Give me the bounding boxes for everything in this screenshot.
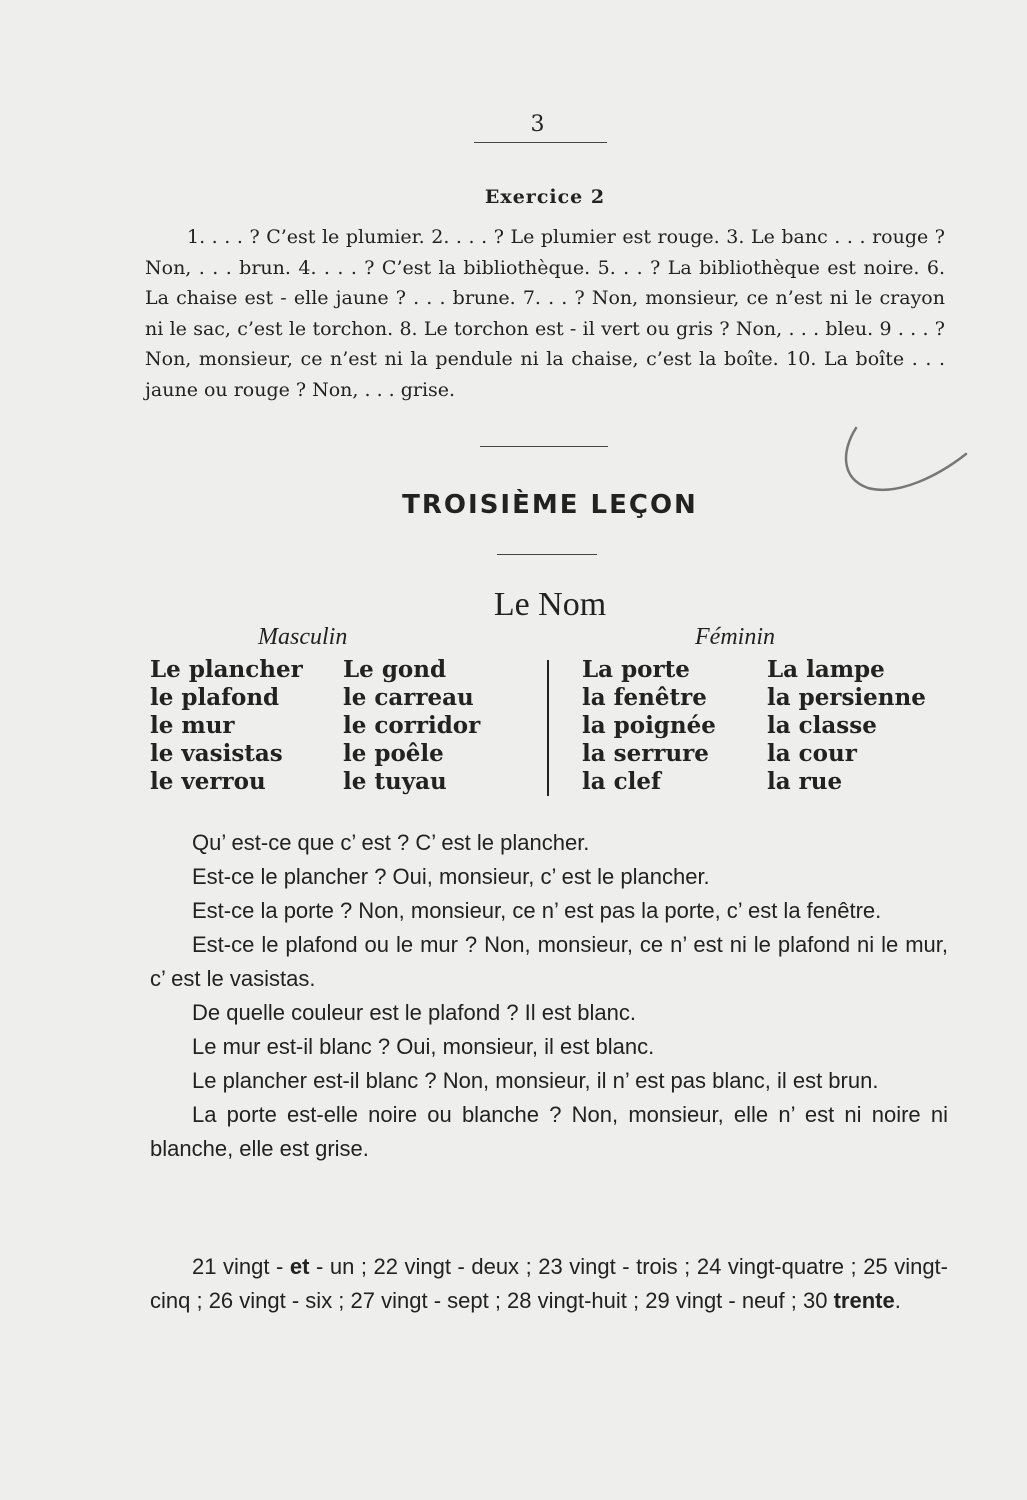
vocab-word: la rue — [767, 768, 843, 795]
numbers-part: 21 vingt - — [192, 1254, 290, 1279]
numbers-part: . — [894, 1288, 901, 1313]
numbers-trente: trente — [833, 1288, 895, 1313]
vocab-word: le poêle — [343, 740, 444, 767]
dialogue-line: Le plancher est-il blanc ? Non, monsieur, il n’ est pas blanc, il est brun. — [192, 1068, 879, 1093]
lesson-title: TROISIÈME LEÇON — [402, 490, 698, 520]
vocab-word: La lampe — [767, 656, 885, 683]
vocab-word: Le plancher — [150, 656, 303, 683]
numbers-paragraph — [150, 1250, 948, 1318]
page-number: 3 — [530, 112, 545, 137]
vocab-word: le verrou — [150, 768, 266, 795]
pencil-check-mark — [838, 420, 973, 500]
vocab-word: la serrure — [582, 740, 709, 767]
dialogue — [150, 826, 948, 1166]
exercise-title: Exercice 2 — [484, 186, 606, 208]
vocab-word: le carreau — [343, 684, 474, 711]
feminin-column-1 — [582, 656, 716, 796]
dialogue-line: La porte est-elle noire ou blanche ? Non, monsieur, elle n’ est ni noire ni blanche, elle est grise. — [150, 1102, 948, 1161]
dialogue-line: Est-ce le plafond ou le mur ? Non, monsieur, ce n’ est ni le plafond ni le mur, c’ est le vasistas. — [150, 932, 948, 991]
exercise-paragraph: 1. . . . ? C’est le plumier. 2. . . . ? Le plumier est rouge. 3. Le banc . . . rouge ? Non, . . . brun. 4. . . . ? C’est la bibliothèque. 5. . . ? La bibliothèque est noire. 6. La chaise est - elle jaune ? . . . brune. 7. . . ? Non, monsieur, ce n’est ni le crayon ni le sac, c’est le torchon. 8. Le torchon est - il vert ou gris ? Non, . . . bleu. 9 . . . ? Non, monsieur, ce n’est ni la pendule ni la chaise, c’est la boîte. 10. La boîte . . . jaune ou rouge ? Non, . . . grise. — [145, 226, 945, 401]
header-rule — [474, 142, 607, 143]
exercise-text — [145, 222, 945, 405]
dialogue-line: Qu’ est-ce que c’ est ? C’ est le plancher. — [192, 830, 590, 855]
dialogue-line: Est-ce la porte ? Non, monsieur, ce n’ est pas la porte, c’ est la fenêtre. — [192, 898, 882, 923]
vocab-word: le plafond — [150, 684, 280, 711]
lesson-rule — [497, 554, 597, 555]
vocab-word: la persienne — [767, 684, 926, 711]
feminin-column-2 — [767, 656, 926, 796]
masculin-column-2 — [343, 656, 480, 796]
vocab-word: le corridor — [343, 712, 481, 739]
numbers-part: - un ; 22 vingt - deux ; 23 vingt - trois ; 24 vingt-quatre ; 25 vingt-cinq ; 26 vingt - six ; 27 vingt - sept ; 28 vingt-huit ; 29 vingt - neuf ; 30 — [150, 1254, 948, 1313]
masculin-column-1 — [150, 656, 303, 796]
vocab-word: Le gond — [343, 656, 447, 683]
vocab-word: la cour — [767, 740, 857, 767]
vocab-word: le mur — [150, 712, 235, 739]
numbers-et: et — [289, 1254, 310, 1279]
numbers-text — [150, 1250, 948, 1318]
subject-title: Le Nom — [493, 586, 607, 623]
vocab-word: La porte — [582, 656, 690, 683]
vocab-word: la fenêtre — [582, 684, 707, 711]
masculin-heading: Masculin — [258, 624, 348, 650]
dialogue-line: Est-ce le plancher ? Oui, monsieur, c’ est le plancher. — [192, 864, 710, 889]
column-divider — [547, 660, 549, 796]
vocab-word: la classe — [767, 712, 877, 739]
vocab-word: la poignée — [582, 712, 716, 739]
section-rule — [480, 446, 608, 447]
dialogue-line: Le mur est-il blanc ? Oui, monsieur, il est blanc. — [192, 1034, 655, 1059]
vocab-word: le vasistas — [150, 740, 283, 767]
vocab-word: le tuyau — [343, 768, 447, 795]
feminin-heading: Féminin — [695, 624, 775, 650]
dialogue-line: De quelle couleur est le plafond ? Il est blanc. — [192, 1000, 636, 1025]
vocab-word: la clef — [582, 768, 661, 795]
